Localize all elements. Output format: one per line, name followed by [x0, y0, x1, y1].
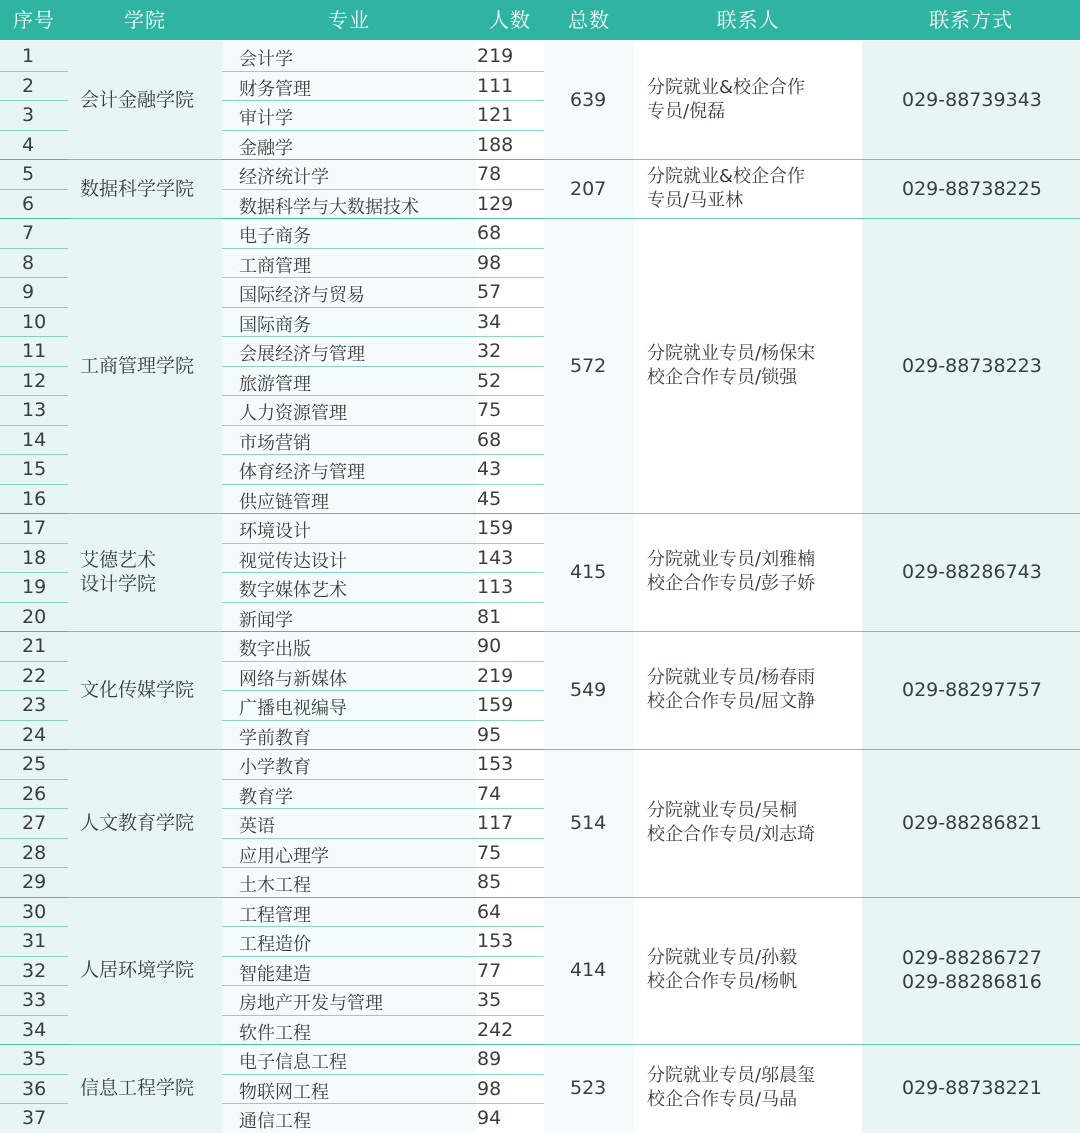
group-phone: 029-88738223 [902, 354, 1042, 377]
row-seq: 13 [22, 399, 47, 421]
row-major: 旅游管理 [239, 373, 311, 395]
header-total: 总数 [568, 8, 610, 32]
table-row [0, 395, 544, 425]
row-major: 智能建造 [239, 963, 311, 985]
row-seq: 28 [22, 841, 47, 864]
row-major: 网络与新媒体 [239, 668, 347, 690]
row-count: 117 [477, 812, 514, 834]
row-divider [222, 336, 544, 337]
row-major: 电子商务 [239, 226, 311, 247]
row-divider [0, 425, 68, 426]
group-total: 207 [570, 177, 607, 200]
row-major: 环境设计 [239, 521, 311, 542]
group-college: 文化传媒学院 [80, 679, 195, 701]
group-total: 415 [570, 561, 607, 583]
row-seq: 31 [22, 930, 47, 952]
row-divider [222, 454, 544, 455]
group-total: 572 [570, 354, 607, 377]
row-seq: 36 [22, 1077, 47, 1100]
row-count: 129 [477, 192, 514, 215]
row-divider [222, 425, 544, 426]
row-divider [0, 395, 68, 396]
row-major: 数据科学与大数据技术 [239, 196, 419, 218]
row-divider [222, 690, 544, 691]
header-contact: 联系人 [716, 8, 780, 32]
table-row [0, 484, 544, 514]
table-row [0, 897, 544, 927]
row-divider [0, 808, 68, 809]
row-divider [222, 395, 544, 396]
group-contact: 分院就业专员/杨保宋 校企合作专员/锁强 [647, 342, 816, 388]
row-divider [0, 277, 68, 278]
table-row [0, 277, 544, 307]
row-count: 153 [477, 930, 514, 952]
group-divider [0, 1044, 1080, 1045]
row-count: 111 [477, 74, 514, 97]
group-total: 514 [570, 811, 607, 834]
row-major: 会展经济与管理 [239, 344, 365, 365]
row-seq: 22 [22, 664, 47, 687]
row-divider [222, 985, 544, 986]
table-row [0, 749, 544, 779]
group-college: 艾德艺术 设计学院 [80, 549, 157, 595]
row-divider [222, 1103, 544, 1104]
row-count: 32 [477, 340, 502, 362]
row-divider [222, 100, 544, 101]
row-divider [0, 543, 68, 544]
row-seq: 8 [22, 251, 35, 274]
row-divider [0, 100, 68, 101]
header-major: 专业 [328, 8, 370, 32]
group-contact: 分院就业专员/刘雅楠 校企合作专员/彭子娇 [647, 549, 816, 594]
row-count: 81 [477, 605, 502, 628]
row-count: 90 [477, 635, 502, 657]
row-count: 64 [477, 900, 502, 923]
row-count: 45 [477, 487, 502, 510]
header-count: 人数 [489, 8, 531, 32]
group-contact: 分院就业专员/吴桐 校企合作专员/刘志琦 [647, 799, 816, 845]
row-count: 75 [477, 399, 502, 421]
row-count: 43 [477, 458, 502, 480]
row-divider [0, 307, 68, 308]
row-count: 98 [477, 1077, 502, 1100]
row-divider [0, 454, 68, 455]
row-divider [222, 838, 544, 839]
table-row [0, 631, 544, 661]
row-divider [222, 720, 544, 721]
row-divider [222, 543, 544, 544]
row-divider [222, 277, 544, 278]
row-major: 工程管理 [239, 904, 311, 926]
row-seq: 37 [22, 1107, 47, 1129]
row-divider [222, 867, 544, 868]
row-divider [0, 1103, 68, 1104]
table-row [0, 130, 544, 160]
row-divider [0, 572, 68, 573]
row-divider [222, 484, 544, 485]
row-divider [222, 366, 544, 367]
row-major: 土木工程 [239, 875, 311, 896]
group-college: 会计金融学院 [80, 89, 195, 111]
row-divider [0, 248, 68, 249]
row-divider [0, 690, 68, 691]
row-count: 57 [477, 281, 502, 303]
row-major: 体育经济与管理 [239, 462, 365, 483]
table-row [0, 513, 544, 543]
table-header [0, 0, 1080, 40]
row-count: 74 [477, 782, 502, 805]
row-seq: 23 [22, 694, 47, 716]
row-count: 143 [477, 546, 514, 569]
group-divider [0, 631, 1080, 632]
group-total: 639 [570, 89, 607, 111]
row-seq: 14 [22, 428, 47, 451]
row-count: 153 [477, 753, 514, 775]
row-divider [222, 779, 544, 780]
row-count: 159 [477, 517, 514, 539]
row-divider [0, 838, 68, 839]
group-divider [0, 159, 1080, 160]
group-contact: 分院就业&校企合作 专员/倪磊 [647, 77, 806, 122]
row-seq: 18 [22, 546, 47, 569]
row-major: 小学教育 [239, 757, 311, 778]
row-seq: 15 [22, 458, 47, 480]
row-major: 新闻学 [239, 609, 293, 631]
row-count: 159 [477, 694, 514, 716]
row-divider [0, 130, 68, 131]
row-major: 学前教育 [239, 727, 311, 749]
group-contact: 分院就业专员/邬晨玺 校企合作专员/马晶 [647, 1065, 816, 1111]
group-divider [0, 749, 1080, 750]
row-seq: 24 [22, 723, 47, 746]
row-major: 数字媒体艺术 [239, 580, 347, 601]
row-divider [0, 779, 68, 780]
row-divider [222, 808, 544, 809]
row-major: 电子信息工程 [239, 1052, 347, 1073]
row-divider [222, 248, 544, 249]
table-row [0, 454, 544, 484]
row-divider [0, 720, 68, 721]
row-divider [0, 1015, 68, 1016]
row-seq: 10 [22, 310, 47, 333]
table-row [0, 720, 544, 750]
row-major: 英语 [239, 816, 275, 837]
group-divider [0, 897, 1080, 898]
row-divider [0, 602, 68, 603]
row-seq: 30 [22, 900, 47, 923]
row-major: 视觉传达设计 [239, 550, 347, 572]
row-divider [222, 602, 544, 603]
row-count: 98 [477, 251, 502, 274]
row-seq: 20 [22, 605, 47, 628]
row-count: 75 [477, 841, 502, 864]
row-major: 人力资源管理 [239, 403, 347, 424]
row-seq: 2 [22, 74, 35, 97]
row-divider [0, 926, 68, 927]
row-divider [0, 985, 68, 986]
row-seq: 25 [22, 753, 47, 775]
row-major: 通信工程 [239, 1111, 311, 1132]
row-count: 52 [477, 369, 502, 392]
row-divider [0, 867, 68, 868]
row-seq: 16 [22, 487, 47, 510]
row-count: 188 [477, 133, 514, 156]
row-divider [0, 189, 68, 190]
row-divider [222, 189, 544, 190]
group-divider [0, 513, 1080, 514]
row-major: 国际经济与贸易 [239, 285, 365, 306]
row-seq: 6 [22, 192, 35, 215]
row-divider [222, 1015, 544, 1016]
table-row [0, 41, 544, 71]
table-row [0, 867, 544, 897]
table-row [0, 1015, 544, 1045]
row-divider [0, 366, 68, 367]
row-major: 财务管理 [239, 78, 311, 100]
group-contact: 分院就业专员/孙毅 校企合作专员/杨帆 [647, 947, 798, 993]
group-phone: 029-88738225 [902, 177, 1042, 200]
row-seq: 35 [22, 1048, 47, 1070]
row-divider [222, 1074, 544, 1075]
table-row [0, 926, 544, 956]
group-phone: 029-88286743 [902, 561, 1042, 583]
row-major: 数字出版 [239, 639, 311, 660]
row-divider [0, 484, 68, 485]
row-count: 242 [477, 1018, 514, 1041]
header-seq: 序号 [13, 8, 55, 32]
row-seq: 21 [22, 635, 47, 657]
row-divider [0, 336, 68, 337]
row-seq: 17 [22, 517, 47, 539]
row-major: 供应链管理 [239, 491, 329, 513]
row-count: 68 [477, 428, 502, 451]
row-divider [222, 956, 544, 957]
row-major: 工程造价 [239, 934, 311, 955]
group-contact: 分院就业专员/杨春雨 校企合作专员/屈文静 [647, 667, 816, 712]
group-total: 523 [570, 1077, 607, 1100]
row-major: 教育学 [239, 786, 293, 808]
row-divider [222, 130, 544, 131]
row-divider [0, 956, 68, 957]
table-row [0, 985, 544, 1015]
row-count: 68 [477, 222, 502, 244]
table-row [0, 425, 544, 455]
header-phone: 联系方式 [929, 8, 1013, 32]
table-row [0, 838, 544, 868]
row-major: 物联网工程 [239, 1081, 329, 1103]
row-major: 房地产开发与管理 [239, 993, 383, 1014]
row-seq: 3 [22, 104, 35, 126]
row-seq: 19 [22, 576, 47, 598]
table-row [0, 779, 544, 809]
group-total: 414 [570, 959, 607, 982]
row-seq: 9 [22, 281, 35, 303]
row-count: 94 [477, 1107, 502, 1129]
row-seq: 11 [22, 340, 47, 362]
row-count: 219 [477, 664, 514, 687]
row-count: 34 [477, 310, 502, 333]
group-college: 信息工程学院 [80, 1077, 195, 1100]
group-phone: 029-88286821 [902, 811, 1042, 834]
row-seq: 26 [22, 782, 47, 805]
group-phone: 029-88739343 [902, 89, 1042, 111]
row-divider [222, 926, 544, 927]
row-seq: 27 [22, 812, 47, 834]
group-college: 人文教育学院 [80, 811, 195, 834]
row-seq: 34 [22, 1018, 47, 1041]
table-row [0, 602, 544, 632]
group-college: 工商管理学院 [80, 354, 195, 377]
row-major: 工商管理 [239, 255, 311, 277]
row-major: 金融学 [239, 137, 293, 159]
group-contact: 分院就业&校企合作 专员/马亚林 [647, 165, 806, 211]
row-count: 85 [477, 871, 502, 893]
row-count: 35 [477, 989, 502, 1011]
row-divider [222, 307, 544, 308]
header-college: 学院 [124, 8, 166, 32]
row-divider [0, 1074, 68, 1075]
table-row [0, 218, 544, 248]
group-divider [0, 218, 1080, 219]
row-divider [0, 661, 68, 662]
row-count: 113 [477, 576, 514, 598]
row-seq: 4 [22, 133, 35, 156]
row-count: 219 [477, 45, 514, 67]
row-major: 经济统计学 [239, 167, 329, 188]
row-count: 95 [477, 723, 502, 746]
row-count: 89 [477, 1048, 502, 1070]
row-count: 78 [477, 163, 502, 185]
row-major: 审计学 [239, 108, 293, 129]
row-count: 121 [477, 104, 514, 126]
row-major: 广播电视编导 [239, 698, 347, 719]
row-divider [222, 572, 544, 573]
row-seq: 1 [22, 45, 35, 67]
group-phone: 029-88286727 029-88286816 [902, 947, 1042, 994]
group-phone: 029-88297757 [902, 679, 1042, 701]
row-seq: 32 [22, 959, 47, 982]
row-seq: 5 [22, 163, 35, 185]
table-row [0, 248, 544, 278]
row-major: 国际商务 [239, 314, 311, 336]
group-total: 549 [570, 679, 607, 701]
row-major: 应用心理学 [239, 845, 329, 867]
row-seq: 33 [22, 989, 47, 1011]
row-count: 77 [477, 959, 502, 982]
row-seq: 7 [22, 222, 35, 244]
group-college: 数据科学学院 [80, 177, 195, 200]
row-seq: 29 [22, 871, 47, 893]
group-phone: 029-88738221 [902, 1077, 1042, 1100]
row-major: 市场营销 [239, 432, 311, 454]
row-divider [222, 71, 544, 72]
row-seq: 12 [22, 369, 47, 392]
table-row [0, 1103, 544, 1133]
row-divider [0, 71, 68, 72]
table-row [0, 307, 544, 337]
row-divider [222, 661, 544, 662]
group-college: 人居环境学院 [80, 959, 195, 982]
row-major: 会计学 [239, 49, 293, 70]
row-major: 软件工程 [239, 1022, 311, 1044]
table-row [0, 1044, 544, 1074]
